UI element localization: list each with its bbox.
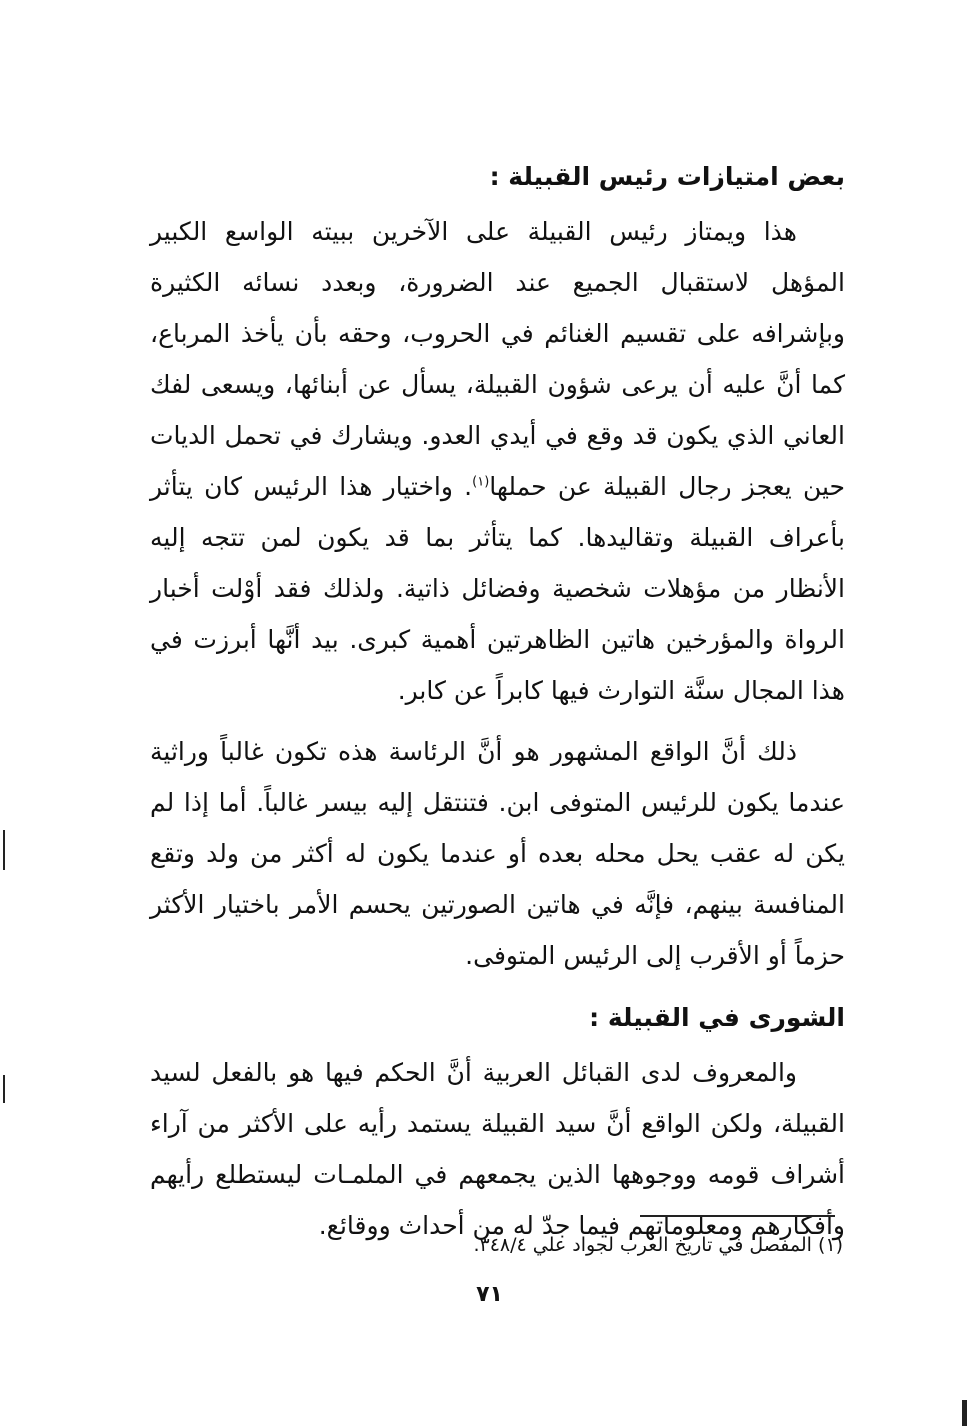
footnote-separator [640, 1215, 835, 1217]
paragraph-hereditary-leadership: ذلك أنَّ الواقع المشهور هو أنَّ الرئاسة هذه تكون غالباً وراثية عندما يكون للرئيس المتوفى ابن. فتنتقل إليه بيسر غالباً. أما إذا لم يكن له عقب يحل محله بعده أو عندما يكون له أكثر من ولد وتقع المنافسة بينهم، فإنَّه في هاتين الصورتين يحسم الأمر باختيار الأكثر حزماً أو الأقرب إلى الرئيس المتوفى. [150, 737, 845, 970]
paragraph-shura: والمعروف لدى القبائل العربية أنَّ الحكم فيها هو بالفعل لسيد القبيلة، ولكن الواقع أنَّ سيد القبيلة يستمد رأيه على الأكثر من آراء أشراف قومه ووجوهها الذين يجمعهم في الملمـات ليستطلع رأيهم وأفكارهم ومعلوماتهم فيما جدّ له من أحداث ووقائع. [150, 1058, 845, 1240]
page-number: ٧١ [476, 1282, 503, 1307]
paragraph-text: هذا ويمتاز رئيس القبيلة على الآخرين ببيته الواسع الكبير المؤهل لاستقبال الجميع عند الضرورة، وبعدد نسائه الكثيرة وبإشرافه على تقسيم الغنائم في الحروب، وحقه بأن يأخذ المرباع، كما أنَّ عليه أن يرعى شؤون القبيلة، يسأل عن أبنائها، ويسعى لفك العاني الذي يكون قد وقع في أيدي العدو. ويشارك في تحمل الديات حين يعجز رجال القبيلة عن حملها [150, 217, 845, 501]
scan-edge-mark [962, 1400, 967, 1426]
page-body [150, 150, 845, 1261]
scan-edge-mark [3, 1075, 5, 1103]
footnote: (١) المفصل في تاريخ العرب لجواد علي ٣٤٨/٤. [473, 1234, 843, 1256]
section-heading-chief-privileges: بعض امتيازات رئيس القبيلة : [489, 162, 845, 191]
scan-edge-mark [3, 830, 5, 870]
paragraph-chief-privileges [150, 206, 845, 716]
section-heading-shura: الشورى في القبيلة : [589, 1003, 845, 1032]
paragraph-text-continued: . واختيار هذا الرئيس كان يتأثر بأعراف القبيلة وتقاليدها. كما يتأثر بما قد يكون لمن تتجه إليه الأنظار من مؤهلات شخصية وفضائل ذاتية. ولذلك فقد أوْلت أخبار الرواة والمؤرخين هاتين الظاهرتين أهمية كبرى. بيد أنَّها أبرزت في هذا المجال سنَّة التوارث فيها كابراً عن كابر. [150, 472, 845, 705]
footnote-marker: (١) [472, 474, 490, 490]
